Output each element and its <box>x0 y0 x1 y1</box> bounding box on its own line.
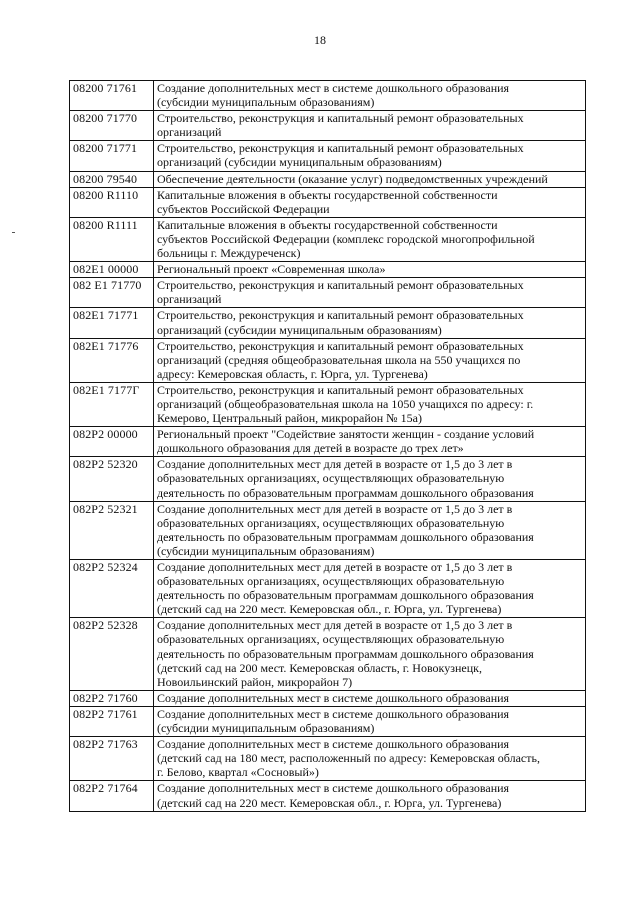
description-line: (детский сад на 180 мест, расположенный по адресу: Кемеровская область, <box>157 751 540 766</box>
description-line: (детский сад на 220 мест. Кемеровская обл., г. Юрга, ул. Тургенева) <box>157 795 502 810</box>
description-line: (субсидии муниципальным образованиям) <box>157 543 375 558</box>
description-line: Строительство, реконструкция и капитальный ремонт образовательных <box>157 308 524 323</box>
description-line: организаций <box>157 292 222 307</box>
table-row <box>70 781 586 811</box>
code-cell: 082P2 00000 <box>70 427 154 457</box>
table-row <box>70 690 586 706</box>
table-row <box>70 187 586 217</box>
description-cell <box>154 171 586 187</box>
code-cell: 082 E1 71770 <box>70 278 154 308</box>
description-cell <box>154 560 586 618</box>
table-row <box>70 308 586 338</box>
table-row <box>70 171 586 187</box>
budget-code-table <box>69 80 586 812</box>
table-row <box>70 111 586 141</box>
description-line: образовательных организациях, осуществляющих образовательную <box>157 515 505 530</box>
description-line: Строительство, реконструкция и капитальный ремонт образовательных <box>157 278 524 293</box>
description-line: деятельность по образовательным программам дошкольного образования <box>157 485 534 500</box>
description-cell <box>154 338 586 382</box>
table-row <box>70 737 586 781</box>
table-body <box>70 81 586 812</box>
table-row <box>70 141 586 171</box>
description-line: адресу: Кемеровская область, г. Юрга, ул. Тургенева) <box>157 366 428 381</box>
description-line: Создание дополнительных мест в системе дошкольного образования <box>157 706 510 721</box>
description-cell <box>154 308 586 338</box>
code-cell: 08200 71770 <box>70 111 154 141</box>
description-line: образовательных организациях, осуществляющих образовательную <box>157 471 505 486</box>
table-row <box>70 560 586 618</box>
table-row <box>70 427 586 457</box>
description-line: Кемерово, Центральный район, микрорайон № 15а) <box>157 411 422 426</box>
description-line: Строительство, реконструкция и капитальный ремонт образовательных <box>157 111 524 126</box>
table-row <box>70 81 586 111</box>
description-line: Обеспечение деятельности (оказание услуг) подведомственных учреждений <box>157 171 548 186</box>
description-line: Создание дополнительных мест в системе дошкольного образования <box>157 690 510 705</box>
code-cell: 082P2 71761 <box>70 706 154 736</box>
description-line: организаций (общеобразовательная школа на 1050 учащихся по адресу: г. <box>157 396 534 411</box>
code-cell: 082P2 52328 <box>70 618 154 690</box>
code-cell: 082P2 52320 <box>70 457 154 501</box>
description-cell <box>154 618 586 690</box>
description-line: дошкольного образования для детей в возрасте до трех лет» <box>157 441 464 456</box>
description-cell <box>154 262 586 278</box>
description-line: (детский сад на 220 мест. Кемеровская обл., г. Юрга, ул. Тургенева) <box>157 602 502 617</box>
description-line: Строительство, реконструкция и капитальный ремонт образовательных <box>157 338 524 353</box>
description-line: организаций (субсидии муниципальным образованиям) <box>157 155 442 170</box>
description-line: деятельность по образовательным программам дошкольного образования <box>157 646 534 661</box>
description-line: организаций <box>157 125 222 140</box>
code-cell: 082E1 7177Г <box>70 382 154 426</box>
description-line: больницы г. Междуреченск) <box>157 246 301 261</box>
description-line: Создание дополнительных мест для детей в возрасте от 1,5 до 3 лет в <box>157 618 513 633</box>
description-line: деятельность по образовательным программам дошкольного образования <box>157 529 534 544</box>
description-cell <box>154 427 586 457</box>
table-row <box>70 706 586 736</box>
description-line: образовательных организациях, осуществляющих образовательную <box>157 574 505 589</box>
description-line: образовательных организациях, осуществляющих образовательную <box>157 632 505 647</box>
description-cell <box>154 706 586 736</box>
description-line: (субсидии муниципальным образованиям) <box>157 721 375 736</box>
description-cell <box>154 690 586 706</box>
stray-mark <box>12 232 15 233</box>
description-cell <box>154 278 586 308</box>
description-line: Создание дополнительных мест для детей в возрасте от 1,5 до 3 лет в <box>157 560 513 574</box>
table-row <box>70 457 586 501</box>
description-line: Строительство, реконструкция и капитальный ремонт образовательных <box>157 141 524 156</box>
code-cell: 08200 71771 <box>70 141 154 171</box>
table-row <box>70 501 586 559</box>
description-line: Создание дополнительных мест для детей в возрасте от 1,5 до 3 лет в <box>157 457 513 472</box>
description-line: организаций (субсидии муниципальным образованиям) <box>157 322 442 337</box>
description-line: Создание дополнительных мест для детей в возрасте от 1,5 до 3 лет в <box>157 501 513 516</box>
code-cell: 082P2 71760 <box>70 690 154 706</box>
table-row <box>70 338 586 382</box>
table-row <box>70 382 586 426</box>
description-line: Создание дополнительных мест в системе дошкольного образования <box>157 737 510 752</box>
description-line: субъектов Российской Федерации (комплекс городской многопрофильной <box>157 231 535 246</box>
page-number: 18 <box>314 33 326 47</box>
code-cell: 082P2 52324 <box>70 560 154 618</box>
description-cell <box>154 187 586 217</box>
description-cell <box>154 457 586 501</box>
code-cell: 082P2 52321 <box>70 501 154 559</box>
description-line: Строительство, реконструкция и капитальный ремонт образовательных <box>157 382 524 397</box>
code-cell: 08200 79540 <box>70 171 154 187</box>
description-cell <box>154 111 586 141</box>
description-line: Региональный проект «Современная школа» <box>157 262 386 277</box>
description-line: Создание дополнительных мест в системе дошкольного образования <box>157 781 510 796</box>
code-cell: 082P2 71763 <box>70 737 154 781</box>
table-row <box>70 278 586 308</box>
description-line: деятельность по образовательным программам дошкольного образования <box>157 588 534 603</box>
description-line: (субсидии муниципальным образованиям) <box>157 95 375 110</box>
description-line: (детский сад на 200 мест. Кемеровская область, г. Новокузнецк, <box>157 660 482 675</box>
code-cell: 082E1 71771 <box>70 308 154 338</box>
description-line: г. Белово, квартал «Сосновый») <box>157 765 319 780</box>
code-cell: 082P2 71764 <box>70 781 154 811</box>
description-cell <box>154 382 586 426</box>
table-row <box>70 262 586 278</box>
description-line: Региональный проект "Содействие занятости женщин - создание условий <box>157 427 535 442</box>
description-line: Новоильинский район, микрорайон 7) <box>157 674 353 689</box>
code-cell: 08200 R1110 <box>70 187 154 217</box>
table-row <box>70 618 586 690</box>
description-line: Создание дополнительных мест в системе дошкольного образования <box>157 81 510 95</box>
description-cell <box>154 81 586 111</box>
description-cell <box>154 217 586 261</box>
description-line: Капитальные вложения в объекты государственной собственности <box>157 187 498 202</box>
description-line: организаций (средняя общеобразовательная школа на 550 учащихся по <box>157 352 521 367</box>
description-line: Капитальные вложения в объекты государственной собственности <box>157 217 498 232</box>
description-cell <box>154 781 586 811</box>
table-row <box>70 217 586 261</box>
description-cell <box>154 737 586 781</box>
code-cell: 082E1 00000 <box>70 262 154 278</box>
code-cell: 082E1 71776 <box>70 338 154 382</box>
description-line: субъектов Российской Федерации <box>157 201 330 216</box>
code-cell: 08200 71761 <box>70 81 154 111</box>
code-cell: 08200 R1111 <box>70 217 154 261</box>
description-cell <box>154 141 586 171</box>
description-cell <box>154 501 586 559</box>
